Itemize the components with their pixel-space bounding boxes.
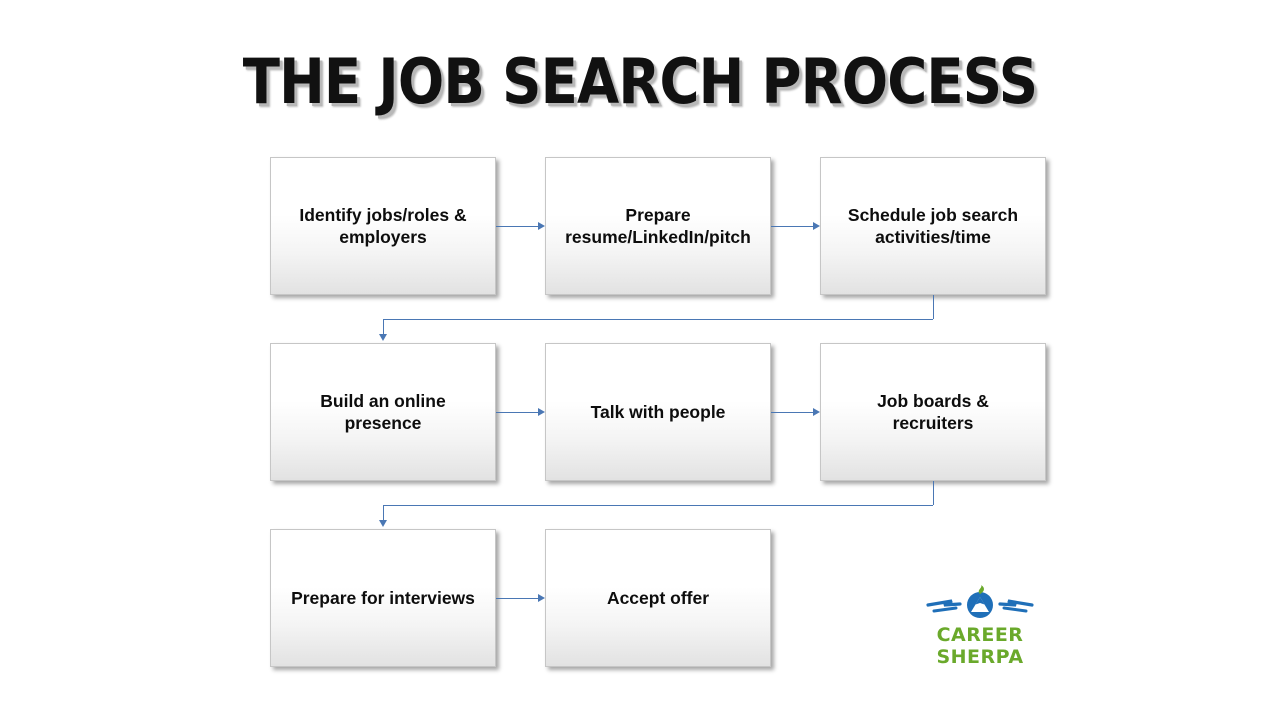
- logo-text: CAREER SHERPA: [936, 624, 1024, 668]
- flow-node-2[interactable]: [545, 157, 771, 295]
- flow-node-3[interactable]: [820, 157, 1046, 295]
- flow-node-5[interactable]: [545, 343, 771, 481]
- connector-4-5-arrow-icon: [538, 408, 545, 416]
- flow-node-2-label: Prepare resume/LinkedIn/pitch: [565, 205, 751, 247]
- career-sherpa-logo: [905, 585, 1055, 668]
- connector-5-6-arrow-icon: [813, 408, 820, 416]
- flow-node-3-label: Schedule job search activities/time: [847, 205, 1019, 247]
- connector-3-4-seg-down: [933, 295, 934, 319]
- connector-6-7-seg-left: [383, 505, 933, 506]
- connector-7-8-arrow-icon: [538, 594, 545, 602]
- connector-6-7-arrow-icon: [379, 520, 387, 527]
- flow-node-6-label: Job boards & recruiters: [877, 391, 989, 433]
- connector-6-7-seg-down: [933, 481, 934, 505]
- connector-2-3: [771, 226, 813, 227]
- flow-node-7-label: Prepare for interviews: [291, 588, 475, 608]
- connector-1-2: [496, 226, 538, 227]
- flow-node-7[interactable]: [270, 529, 496, 667]
- flow-node-8[interactable]: [545, 529, 771, 667]
- flow-node-4[interactable]: [270, 343, 496, 481]
- connector-3-4-seg-left: [383, 319, 933, 320]
- connector-3-4-arrow-icon: [379, 334, 387, 341]
- connector-2-3-arrow-icon: [813, 222, 820, 230]
- flow-node-1-label: Identify jobs/roles & employers: [299, 205, 467, 247]
- flow-node-8-label: Accept offer: [606, 588, 710, 608]
- connector-7-8: [496, 598, 538, 599]
- sherpa-mountain-icon: [905, 585, 1055, 623]
- flow-node-5-label: Talk with people: [590, 402, 726, 422]
- flow-node-1[interactable]: [270, 157, 496, 295]
- flow-node-6[interactable]: [820, 343, 1046, 481]
- connector-1-2-arrow-icon: [538, 222, 545, 230]
- flow-node-4-label: Build an online presence: [320, 391, 446, 433]
- connector-4-5: [496, 412, 538, 413]
- page-title: THE JOB SEARCH PROCESS: [242, 45, 1038, 118]
- connector-5-6: [771, 412, 813, 413]
